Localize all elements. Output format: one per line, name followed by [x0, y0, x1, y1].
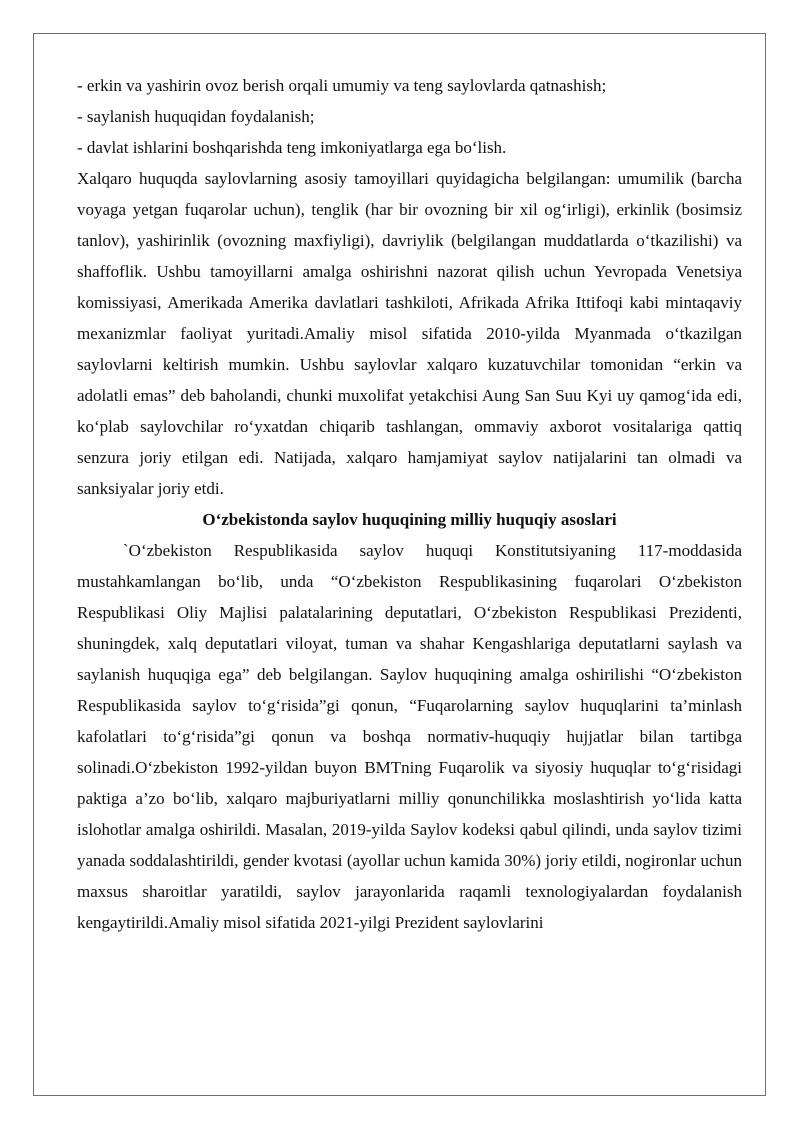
section-heading: O‘zbekistonda saylov huquqining milliy huquqiy asoslari	[202, 510, 617, 529]
paragraph-national-basis: `O‘zbekiston Respublikasida saylov huquqi Konstitutsiyaning 117-moddasida mustahkamlangan bo‘lib, unda “O‘zbekiston Respublikasining fuqarolari O‘zbekiston Respublikasi Oliy Majlisi palatalarining deputatlari, O‘zbekiston Respublikasi Prezidenti, shuningdek, xalq deputatlari viloyat, tuman va shahar Kengashlariga deputatlarni saylash va saylanish huquqiga ega” deb belgilangan. Saylov huquqining amalga oshirilishi “O‘zbekiston Respublikasida saylov to‘g‘risida”gi qonun, “Fuqarolarning saylov huquqlarini ta’minlash kafolatlari to‘g‘risida”gi qonun va boshqa normativ-huquqiy hujjatlar bilan tartibga solinadi.O‘zbekiston 1992-yildan buyon BMTning Fuqarolik va siyosiy huquqlar to‘g‘risidagi paktiga a’zo bo‘lib, xalqaro majburiyatlarni milliy qonunchilikka moslashtirish yo‘lida katta islohotlar amalga oshirildi. Masalan, 2019-yilda Saylov kodeksi qabul qilindi, unda saylov tizimi yanada soddalashtirildi, gender kvotasi (ayollar uchun kamida 30%) joriy etildi, nogironlar uchun maxsus sharoitlar yaratildi, saylov jarayonlarida raqamli texnologiyalardan foydalanish kengaytirildi.Amaliy misol sifatida 2021-yilgi Prezident saylovlarini	[77, 541, 742, 932]
list-item: - erkin va yashirin ovoz berish orqali umumiy va teng saylovlarda qatnashish;	[77, 76, 607, 95]
paragraph-international-principles: Xalqaro huquqda saylovlarning asosiy tamoyillari quyidagicha belgilangan: umumilik (barcha voyaga yetgan fuqarolar uchun), tenglik (har bir ovozning bir xil og‘irligi), erkinlik (bosimsiz tanlov), yashirinlik (ovozning maxfiyligi), davriylik (belgilangan muddatlarda o‘tkazilishi) va shaffoflik. Ushbu tamoyillarni amalga oshirishni nazorat qilish uchun Yevropada Venetsiya komissiyasi, Amerikada Amerika davlatlari tashkiloti, Afrikada Afrika Ittifoqi kabi mintaqaviy mexanizmlar faoliyat yuritadi.Amaliy misol sifatida 2010-yilda Myanmada o‘tkazilgan saylovlarni keltirish mumkin. Ushbu saylovlar xalqaro kuzatuvchilar tomonidan “erkin va adolatli emas” deb baholandi, chunki muxolifat yetakchisi Aung San Suu Kyi uy qamog‘ida edi, ko‘plab saylovchilar ro‘yxatdan chiqarib tashlangan, ommaviy axborot vositalariga qattiq senzura joriy etilgan edi. Natijada, xalqaro hamjamiyat saylov natijalarini tan olmadi va sanksiyalar joriy etdi.	[77, 169, 742, 498]
list-item: - davlat ishlarini boshqarishda teng imkoniyatlarga ega bo‘lish.	[77, 138, 507, 157]
document-body	[77, 70, 742, 938]
list-item: - saylanish huquqidan foydalanish;	[77, 107, 315, 126]
